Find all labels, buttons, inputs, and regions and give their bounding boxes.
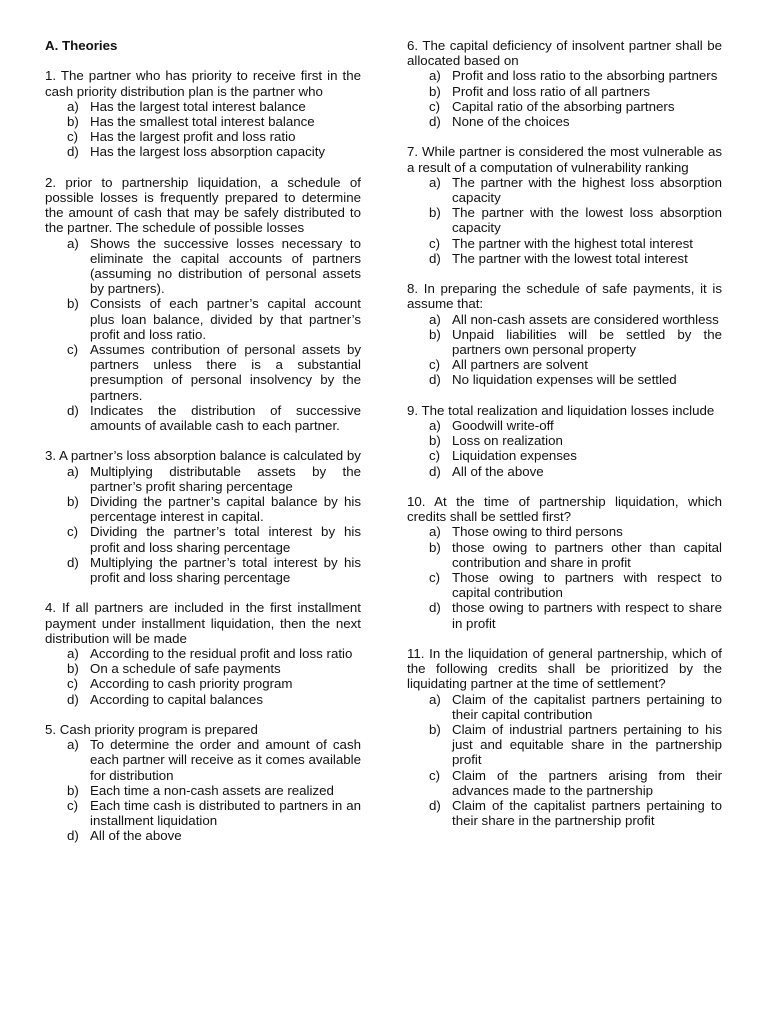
option-letter: b) [429,722,441,738]
answer-option [45,296,361,342]
option-text: Multiplying the partner’s total interest by his profit and loss sharing percentage [90,554,361,586]
option-letter: a) [67,235,79,251]
left-column [45,38,361,859]
question-item [407,281,722,387]
option-list [45,99,361,160]
option-letter: b) [67,494,79,510]
answer-option [407,251,722,266]
answer-option [407,114,722,129]
answer-option [45,114,361,129]
option-letter: b) [67,296,79,312]
option-text: To determine the order and amount of cash each partner will receive as it comes available for distribution [90,737,361,783]
option-text: The partner with the lowest loss absorption capacity [452,205,722,236]
option-text: Liquidation expenses [452,448,577,464]
option-text: Each time cash is distributed to partners in an installment liquidation [90,798,361,829]
option-text: Assumes contribution of personal assets by partners unless there is a substantial presumption of personal insolvency by the partners. [90,342,361,403]
question-item [45,175,361,433]
option-letter: d) [429,463,441,479]
option-letter: d) [67,402,79,418]
answer-option [407,312,722,327]
option-letter: c) [429,570,441,586]
option-text: Has the largest profit and loss ratio [90,129,296,145]
option-text: Capital ratio of the absorbing partners [452,98,675,114]
option-letter: a) [67,463,79,479]
section-title: A. Theories [45,38,118,53]
option-text: Indicates the distribution of successive amounts of available cash to each partner. [90,402,361,434]
option-letter: d) [429,250,441,266]
option-text: Has the largest total interest balance [90,98,306,114]
answer-option [407,540,722,570]
option-text: Those owing to partners with respect to capital contribution [452,570,722,601]
answer-option [407,236,722,251]
option-letter: a) [429,68,441,84]
answer-option [45,783,361,798]
question-item [407,38,722,129]
answer-option [45,342,361,403]
question-item [407,646,722,828]
option-letter: a) [429,691,441,707]
option-text: According to capital balances [90,691,263,707]
answer-option [407,84,722,99]
option-letter: d) [429,372,441,388]
option-text: Shows the successive losses necessary to eliminate the capital accounts of partners (assuming no distribution of personal assets by partners). [90,235,361,297]
question-stem: 7. While partner is considered the most vulnerable as a result of a computation of vulnerability ranking [407,144,722,175]
question-stem: 3. A partner’s loss absorption balance is calculated by [45,448,361,464]
answer-option [45,737,361,783]
answer-option [45,798,361,828]
option-letter: b) [67,782,79,798]
option-text: Has the smallest total interest balance [90,114,315,129]
option-text: those owing to partners with respect to share in profit [452,600,722,631]
option-text: Claim of the capitalist partners pertaining to their capital contribution [452,691,722,722]
answer-option [45,692,361,707]
answer-option [407,448,722,463]
answer-option [407,99,722,114]
option-text: Profit and loss ratio of all partners [452,83,651,99]
option-letter: d) [67,554,79,570]
option-text: Unpaid liabilities will be settled by the partners own personal property [452,326,722,358]
option-text: Each time a non-cash assets are realized [90,782,334,798]
option-letter: b) [429,326,441,342]
option-text: The partner with the highest loss absorption capacity [452,174,722,206]
option-letter: d) [67,144,79,160]
question-stem: 11. In the liquidation of general partnership, which of the following credits shall be prioritized by the liquidating partner at the time of settlement? [407,646,722,692]
option-list [407,175,722,266]
answer-option [45,129,361,144]
option-text: All non-cash assets are considered worthless [452,311,719,327]
question-stem: 1. The partner who has priority to receive first in the cash priority distribution plan is the partner who [45,68,361,99]
answer-option [45,828,361,843]
answer-option [45,144,361,159]
answer-option [45,676,361,691]
option-letter: a) [429,311,441,327]
option-letter: c) [429,235,441,251]
option-text: All of the above [452,463,544,479]
question-stem: 2. prior to partnership liquidation, a schedule of possible losses is frequently prepared to determine the amount of cash that may be safely distributed to the partner. The schedule of possible losses [45,174,361,236]
option-text: Multiplying distributable assets by the partner’s profit sharing percentage [90,463,361,494]
option-text: The partner with the lowest total interest [452,250,688,266]
answer-option [407,692,722,722]
option-letter: b) [67,114,79,129]
option-letter: b) [67,661,79,677]
answer-option [407,68,722,83]
option-text: Profit and loss ratio to the absorbing partners [452,68,718,84]
answer-option [45,661,361,676]
option-text: Dividing the partner’s capital balance by his percentage interest in capital. [90,494,361,525]
answer-option [407,372,722,387]
option-letter: d) [67,691,79,707]
option-text: The partner with the highest total interest [452,235,693,251]
option-text: Has the largest loss absorption capacity [90,144,326,160]
option-text: Claim of the capitalist partners pertaining to their share in the partnership profit [452,798,722,829]
option-letter: c) [67,798,79,814]
question-item [407,494,722,631]
option-letter: d) [67,828,79,844]
answer-option [407,570,722,600]
option-list [407,68,722,129]
option-list [45,737,361,843]
option-list [45,646,361,707]
option-list [407,692,722,829]
question-stem: 9. The total realization and liquidation losses include [407,402,715,418]
option-text: Loss on realization [452,433,563,449]
answer-option [45,403,361,433]
option-text: Those owing to third persons [452,524,623,540]
option-list [45,464,361,586]
option-list [407,524,722,630]
option-text: Claim of industrial partners pertaining to his just and equitable share in the partnership profit [452,722,722,768]
option-letter: c) [67,676,79,692]
question-item [45,600,361,706]
answer-option [45,524,361,554]
answer-option [45,646,361,661]
option-letter: b) [429,83,441,99]
question-item [407,144,722,266]
answer-option [407,722,722,768]
option-text: All partners are solvent [452,357,588,373]
option-letter: c) [429,357,441,373]
option-letter: a) [67,646,79,662]
option-text: According to the residual profit and loss ratio [90,646,353,662]
option-text: Claim of the partners arising from their advances made to the partnership [452,767,722,798]
answer-option [407,464,722,479]
option-letter: a) [429,418,441,434]
option-letter: d) [429,114,441,130]
option-text: All of the above [90,828,182,844]
option-text: No liquidation expenses will be settled [452,372,677,388]
option-list [407,418,722,479]
question-item [45,448,361,585]
option-letter: d) [429,600,441,616]
answer-option [407,175,722,205]
answer-option [407,768,722,798]
option-text: Dividing the partner’s total interest by his profit and loss sharing percentage [90,524,361,555]
right-column [407,38,722,844]
question-stem: 5. Cash priority program is prepared [45,722,258,738]
answer-option [407,798,722,828]
answer-option [45,99,361,114]
answer-option [45,494,361,524]
option-letter: a) [429,174,441,190]
option-letter: c) [67,342,79,358]
question-stem: 6. The capital deficiency of insolvent partner shall be allocated based on [407,38,722,69]
question-stem: 8. In preparing the schedule of safe payments, it is assume that: [407,281,722,312]
option-letter: c) [429,767,441,783]
option-text: those owing to partners other than capital contribution and share in profit [452,539,722,570]
answer-option [407,433,722,448]
question-stem: 4. If all partners are included in the first installment payment under installment liquidation, then the next distribution will be made [45,600,361,646]
option-text: Goodwill write-off [452,418,554,434]
option-text: According to cash priority program [90,676,293,692]
question-item [45,722,361,844]
answer-option [407,327,722,357]
option-letter: c) [429,448,441,464]
question-item [45,68,361,159]
option-letter: c) [67,129,79,145]
option-letter: c) [67,524,79,540]
option-list [407,312,722,388]
question-item [407,403,722,479]
option-letter: b) [429,539,441,555]
answer-option [407,205,722,235]
answer-option [45,236,361,297]
answer-option [45,555,361,585]
answer-option [45,464,361,494]
answer-option [407,357,722,372]
option-letter: a) [67,98,79,114]
answer-option [407,524,722,539]
option-list [45,236,361,434]
answer-option [407,600,722,630]
option-text: None of the choices [452,114,570,130]
option-text: Consists of each partner’s capital account plus loan balance, divided by that partner’s profit and loss ratio. [90,296,361,342]
option-letter: a) [429,524,441,540]
option-letter: a) [67,737,79,753]
option-letter: b) [429,205,441,221]
answer-option [407,418,722,433]
option-text: On a schedule of safe payments [90,661,281,677]
option-letter: b) [429,433,441,449]
option-letter: c) [429,98,441,114]
question-stem: 10. At the time of partnership liquidation, which credits shall be settled first? [407,494,722,525]
option-letter: d) [429,798,441,814]
